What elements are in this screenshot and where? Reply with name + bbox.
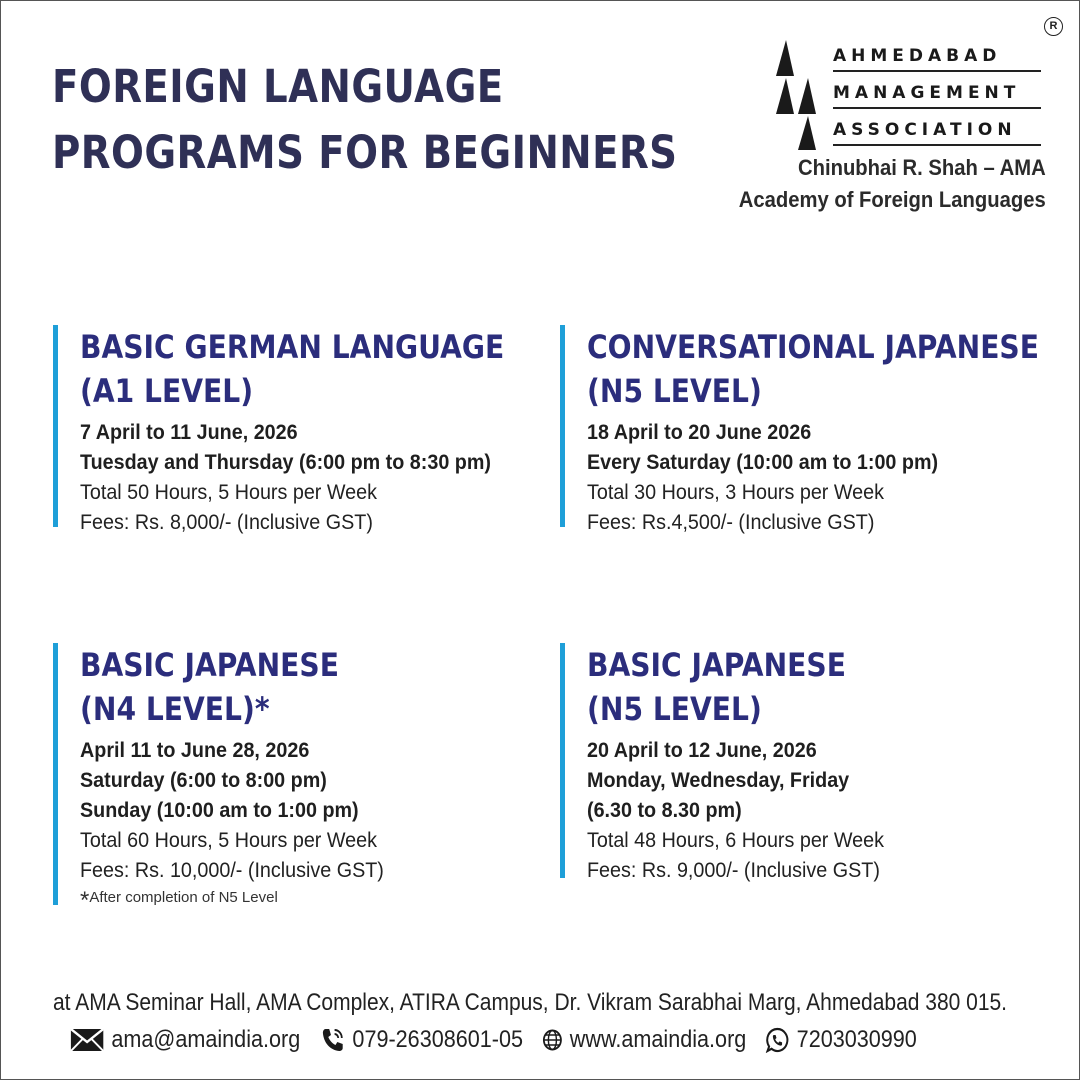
program-fees: Fees: Rs. 10,000/- (Inclusive GST) xyxy=(80,859,384,882)
program-title xyxy=(587,325,1039,413)
program-hours: Total 50 Hours, 5 Hours per Week xyxy=(80,481,377,504)
program-schedule: Every Saturday (10:00 am to 1:00 pm) xyxy=(587,451,939,474)
program-fees: Fees: Rs.4,500/- (Inclusive GST) xyxy=(587,511,875,534)
program-fees: Fees: Rs. 9,000/- (Inclusive GST) xyxy=(587,859,880,882)
program-title xyxy=(80,325,505,413)
program-title xyxy=(587,643,1018,731)
footnote-asterisk: * xyxy=(80,887,90,914)
program-basic-japanese-n4 xyxy=(53,643,550,914)
program-schedule: (6.30 to 8.30 pm) xyxy=(587,799,742,822)
ama-logo-mark-icon xyxy=(776,40,826,152)
contact-whatsapp[interactable] xyxy=(766,1026,917,1054)
website-text: www.amaindia.org xyxy=(569,1026,747,1053)
whatsapp-text: 7203030990 xyxy=(796,1026,917,1053)
email-text: ama@amaindia.org xyxy=(111,1026,301,1053)
program-title-line: (N5 LEVEL) xyxy=(587,690,762,728)
program-title-line: BASIC JAPANESE xyxy=(80,646,339,684)
program-schedule: Saturday (6:00 to 8:00 pm) xyxy=(80,769,327,792)
program-dates: 18 April to 20 June 2026 xyxy=(587,421,812,444)
phone-icon xyxy=(320,1026,345,1054)
program-german-a1 xyxy=(53,325,550,534)
whatsapp-icon xyxy=(766,1027,789,1053)
program-dates: April 11 to June 28, 2026 xyxy=(80,739,310,762)
contact-email[interactable] xyxy=(70,1026,300,1054)
program-schedule: Monday, Wednesday, Friday xyxy=(587,769,850,792)
registered-mark: R xyxy=(1044,17,1063,36)
program-footnote xyxy=(80,886,550,913)
contact-website[interactable] xyxy=(543,1026,746,1054)
program-hours: Total 60 Hours, 5 Hours per Week xyxy=(80,829,377,852)
program-schedule: Sunday (10:00 am to 1:00 pm) xyxy=(80,799,359,822)
envelope-icon xyxy=(70,1028,104,1052)
contact-phone[interactable] xyxy=(320,1026,523,1054)
venue-address: at AMA Seminar Hall, AMA Complex, ATIRA Campus, Dr. Vikram Sarabhai Marg, Ahmedabad 380 015. xyxy=(53,989,1008,1016)
logo-word-association: ASSOCIATION xyxy=(833,120,1041,146)
program-dates: 20 April to 12 June, 2026 xyxy=(587,739,817,762)
page-title-line-1: FOREIGN LANGUAGE xyxy=(52,60,504,113)
page-title-line-2: PROGRAMS FOR BEGINNERS xyxy=(52,126,678,179)
footnote-text: After completion of N5 Level xyxy=(89,889,278,906)
program-hours: Total 48 Hours, 6 Hours per Week xyxy=(587,829,884,852)
logo-word-management: MANAGEMENT xyxy=(833,83,1041,109)
program-dates: 7 April to 11 June, 2026 xyxy=(80,421,298,444)
academy-name-line-2: Academy of Foreign Languages xyxy=(738,187,1046,212)
contact-bar xyxy=(70,1022,917,1058)
page-title xyxy=(52,54,677,186)
program-title-line: (N4 LEVEL)* xyxy=(80,690,270,728)
program-title-line: (A1 LEVEL) xyxy=(80,372,254,410)
academy-name-line-1: Chinubhai R. Shah – AMA xyxy=(798,155,1046,180)
program-conversational-japanese-n5 xyxy=(560,325,1077,534)
program-basic-japanese-n5 xyxy=(560,643,1077,882)
program-schedule: Tuesday and Thursday (6:00 pm to 8:30 pm) xyxy=(80,451,491,474)
logo-word-ahmedabad: AHMEDABAD xyxy=(833,46,1041,72)
program-title-line: BASIC GERMAN LANGUAGE xyxy=(80,328,505,366)
program-title-line: BASIC JAPANESE xyxy=(587,646,846,684)
ama-logo xyxy=(776,36,1046,156)
phone-text: 079-26308601-05 xyxy=(352,1026,523,1053)
academy-name xyxy=(739,152,1046,216)
program-title-line: CONVERSATIONAL JAPANESE xyxy=(587,328,1039,366)
program-hours: Total 30 Hours, 3 Hours per Week xyxy=(587,481,884,504)
globe-icon xyxy=(543,1029,563,1051)
program-title-line: (N5 LEVEL) xyxy=(587,372,762,410)
program-title xyxy=(80,643,494,731)
program-fees: Fees: Rs. 8,000/- (Inclusive GST) xyxy=(80,511,373,534)
